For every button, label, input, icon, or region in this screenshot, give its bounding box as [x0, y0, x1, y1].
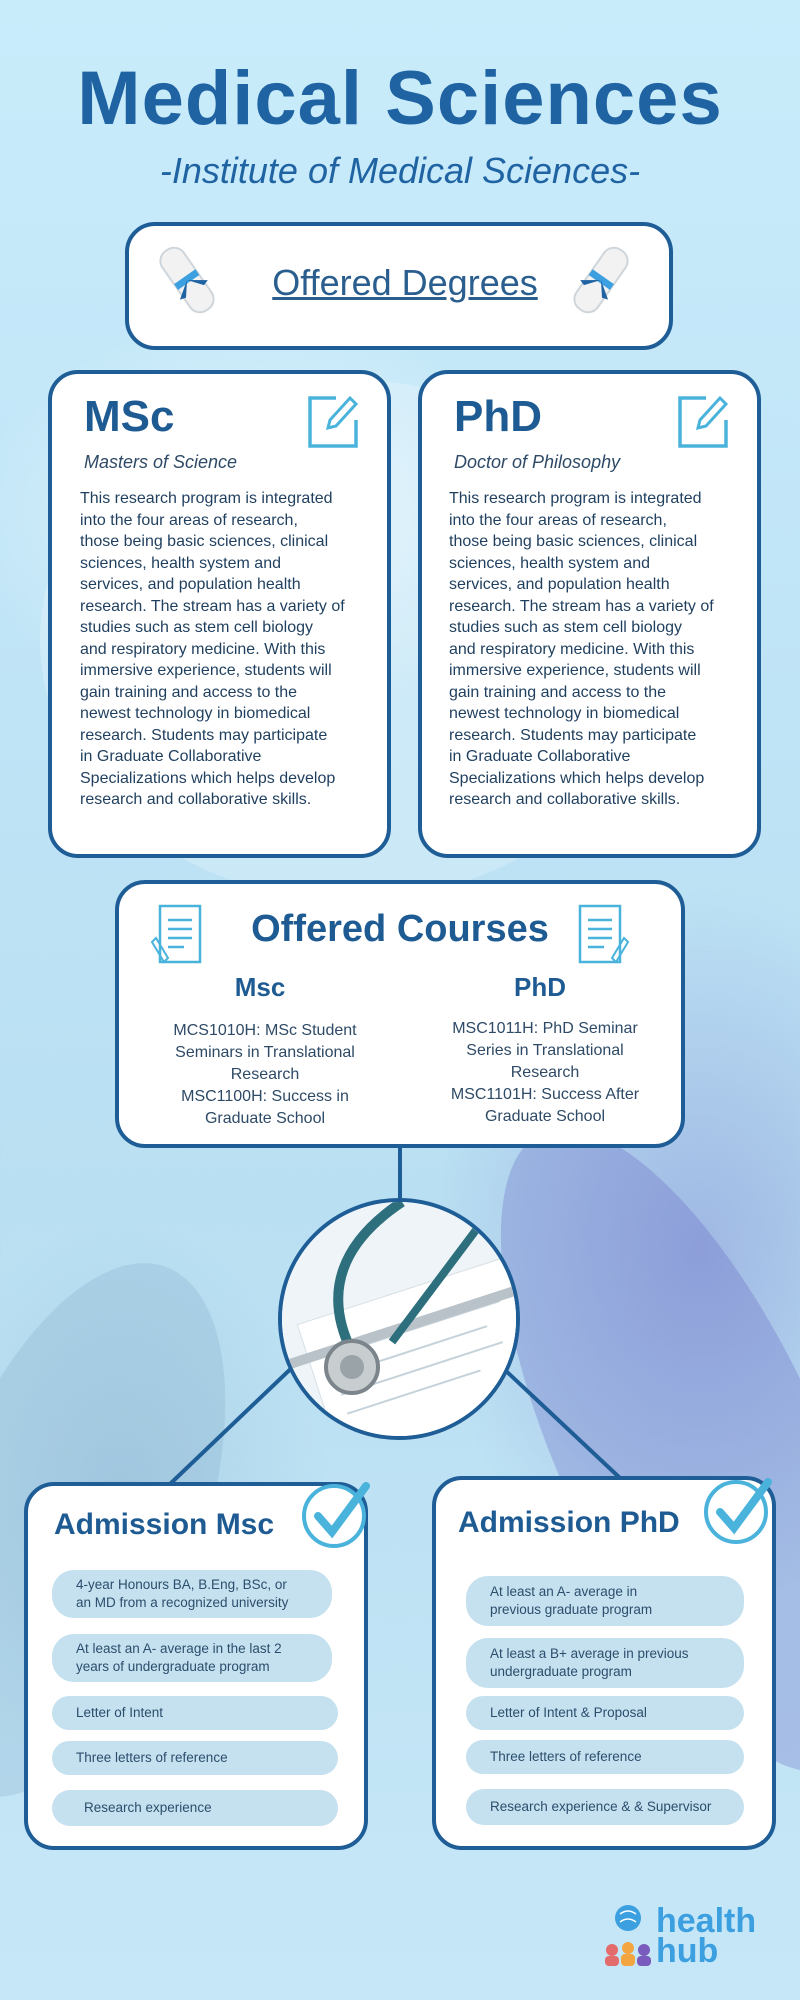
- courses-msc-title: Msc: [234, 972, 286, 1002]
- page-subtitle: -Institute of Medical Sciences-: [159, 150, 641, 191]
- courses-phd-title: PhD: [514, 972, 566, 1002]
- admission-msc-item: Letter of Intent: [52, 1696, 338, 1730]
- checkmark-icon: [300, 1478, 372, 1550]
- diploma-icon: [566, 240, 636, 320]
- document-icon: [148, 902, 206, 968]
- admission-phd-item: Research experience & & Supervisor: [466, 1789, 744, 1825]
- checkmark-icon: [702, 1474, 774, 1546]
- admission-phd-item: Letter of Intent & Proposal: [466, 1696, 744, 1730]
- admission-msc-title: Admission Msc: [54, 1508, 275, 1541]
- msc-title: MSc: [84, 392, 175, 441]
- phd-title: PhD: [454, 392, 542, 441]
- admission-msc-item: At least an A- average in the last 2 years of undergraduate program: [52, 1634, 332, 1682]
- msc-subtitle: Masters of Science: [84, 452, 238, 472]
- brand-line-2: hub: [656, 1932, 719, 1970]
- brain-icon: [602, 1902, 654, 1968]
- phd-description: This research program is integrated into the four areas of research, those being basic sciences, clinical sciences, health system and services, and population health research. The stream has a variety of studies such as stem cell biology and respiratory medicine. With this immersive experience, students will gain training and access to the newest technology in biomedical research. Students may participate in Graduate Collaborative Specializations which helps develop research and collaborative skills.: [449, 490, 714, 808]
- diploma-icon: [152, 240, 222, 320]
- stethoscope-image: [278, 1198, 520, 1440]
- admission-msc-item: Research experience: [52, 1790, 338, 1826]
- admission-phd-item: Three letters of reference: [466, 1740, 744, 1774]
- page-title: Medical Sciences: [77, 56, 723, 141]
- edit-icon: [306, 390, 360, 452]
- admission-phd-title: Admission PhD: [458, 1506, 680, 1539]
- phd-subtitle: Doctor of Philosophy: [454, 452, 621, 472]
- admission-msc-item: Three letters of reference: [52, 1741, 338, 1775]
- admission-msc-item: 4-year Honours BA, B.Eng, BSc, or an MD from a recognized university: [52, 1570, 332, 1618]
- brand-line-1: health: [656, 1902, 757, 1940]
- offered-courses-heading: Offered Courses: [251, 908, 549, 950]
- offered-degrees-heading: Offered Degrees: [272, 262, 538, 303]
- courses-msc-list: MCS1010H: MSc Student Seminars in Translational Research MSC1100H: Success in Graduate School: [173, 1022, 357, 1127]
- courses-phd-list: MSC1011H: PhD Seminar Series in Translational Research MSC1101H: Success After Graduate School: [450, 1020, 640, 1125]
- admission-phd-item: At least a B+ average in previous undergraduate program: [466, 1638, 744, 1688]
- health-hub-logo: [600, 1902, 780, 1972]
- edit-icon: [676, 390, 730, 452]
- admission-phd-item: At least an A- average in previous graduate program: [466, 1576, 744, 1626]
- msc-description: This research program is integrated into the four areas of research, those being basic sciences, clinical sciences, health system and services, and population health research. The stream has a variety of studies such as stem cell biology and respiratory medicine. With this immersive experience, students will gain training and access to the newest technology in biomedical research. Students may participate in Graduate Collaborative Specializations which helps develop research and collaborative skills.: [80, 490, 345, 808]
